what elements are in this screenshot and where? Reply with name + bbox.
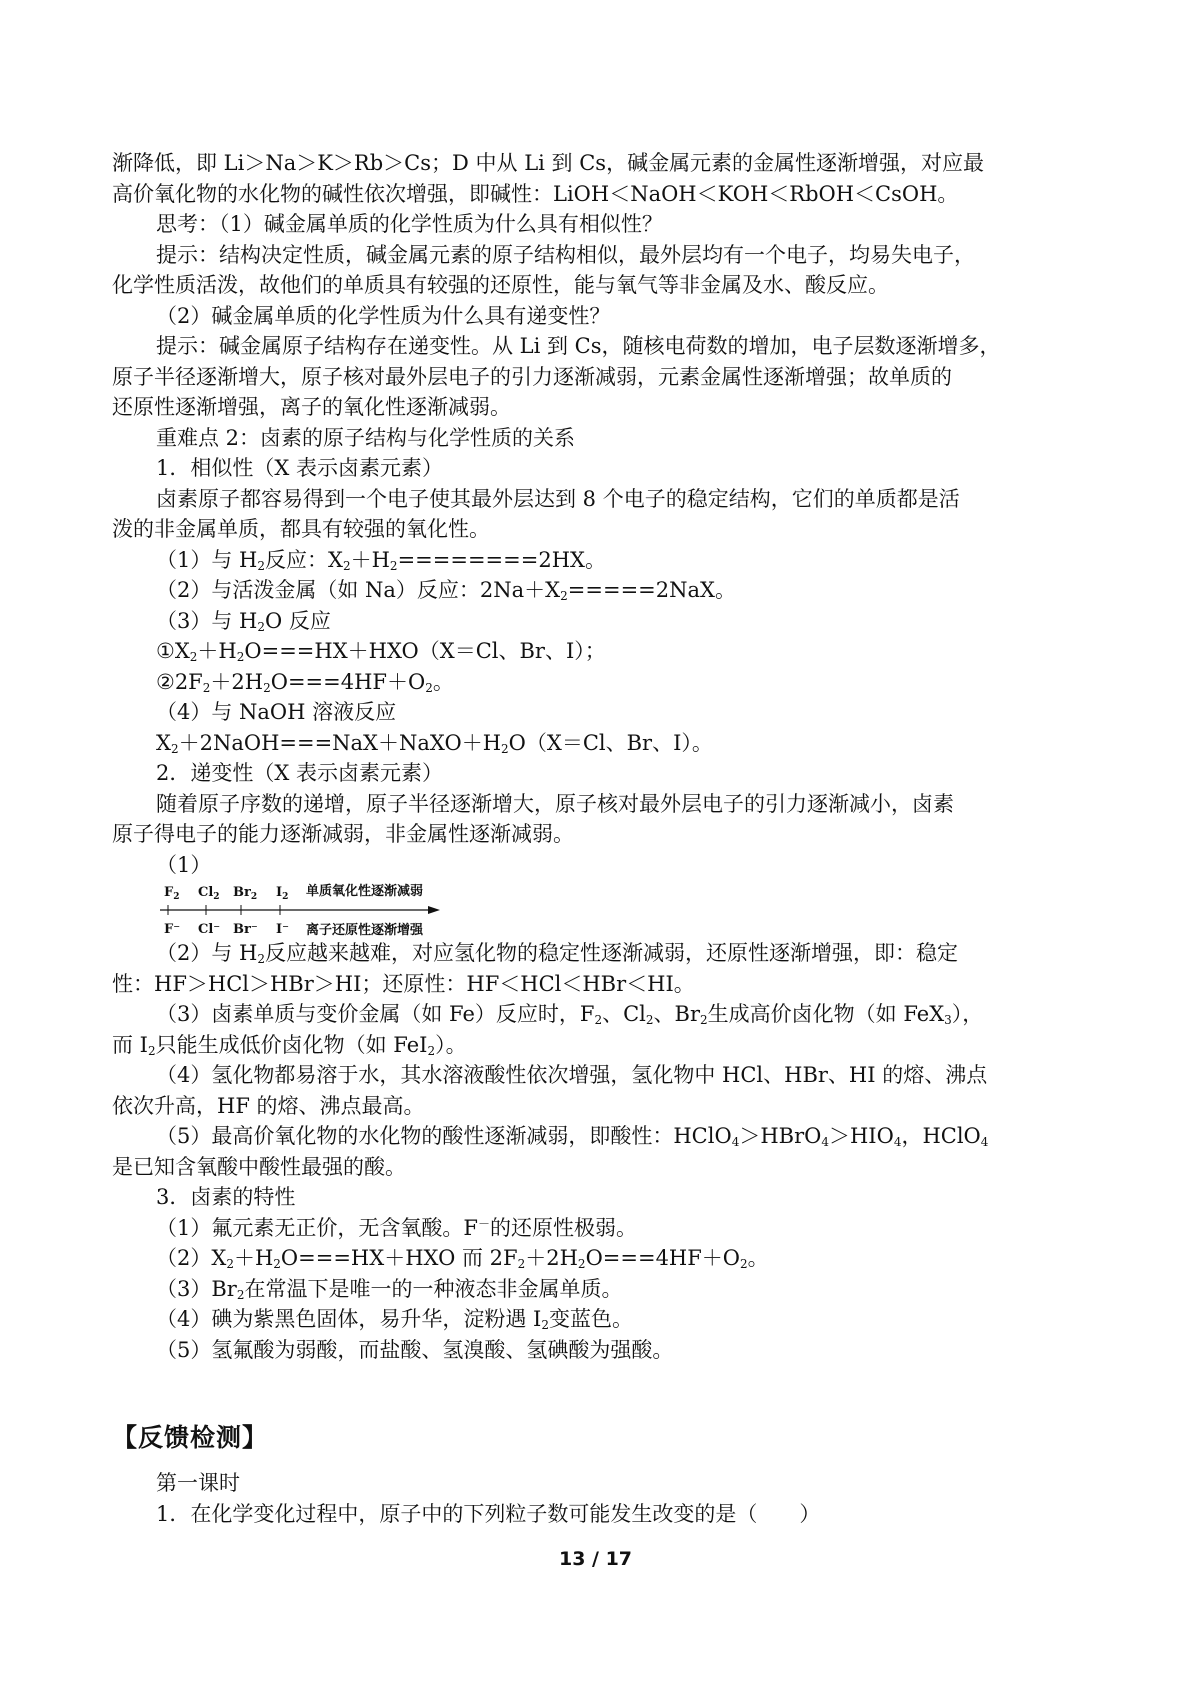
text-line: （5）氢氟酸为弱酸，而盐酸、氢溴酸、氢碘酸为强酸。: [156, 1337, 674, 1362]
text-line: 原子得电子的能力逐渐减弱，非金属性逐渐减弱。: [112, 822, 574, 846]
label-br-ion: Br⁻: [233, 922, 258, 937]
bottom-caption: 离子还原性逐渐增强: [306, 923, 424, 938]
label-i-ion: I⁻: [276, 922, 289, 937]
arrowhead-icon: [428, 906, 440, 914]
text-line: 还原性逐渐增强，离子的氧化性逐渐减弱。: [112, 395, 511, 419]
text-line: （5）最高价氧化物的水化物的酸性逐渐减弱，即酸性：$HClO_4>HBrO_4>HIO_4$，HClO$_4$: [156, 1124, 989, 1149]
reaction-line: （1）与 $H_2$反应：$X_2+H_2========2HX$。: [156, 547, 606, 573]
text-line: （1）氟元素无正价，无含氧酸。F－的还原性极弱。: [156, 1215, 637, 1240]
reaction-line: $X_2+2NaOH===NaX+NaXO+H_2O(X=Cl$、Br、I）。: [156, 730, 713, 756]
text-line: 渐降低，即 Li＞Na＞K＞Rb＞Cs；D 中从 Li 到 Cs，碱金属元素的金属性逐渐增强，对应最: [112, 151, 985, 175]
lesson-label: 第一课时: [156, 1471, 240, 1495]
text-line: （3）卤素单质与变价金属（如 Fe）反应时，$F_2$、$Cl_2$、$Br_2$生成高价卤化物（如 FeX$_3$），: [156, 1002, 984, 1027]
label-cl-ion: Cl⁻: [198, 922, 221, 937]
text-line: 提示：结构决定性质，碱金属元素的原子结构相似，最外层均有一个电子，均易失电子，: [156, 242, 975, 267]
text-line: 重难点 2：卤素的原子结构与化学性质的关系: [156, 425, 576, 450]
text-line: （4）碘为紫黑色固体，易升华，淀粉遇 $I_2$变蓝色。: [156, 1307, 633, 1332]
reaction-line: $①X_2+H_2O===HX+HXO(X=Cl$、Br、I）；: [156, 639, 606, 664]
text-line: 1．相似性（X 表示卤素元素）: [156, 456, 443, 480]
text-line: （4）氢化物都易溶于水，其水溶液酸性依次增强，氢化物中 HCl、HBr、HI 的熔、沸点: [156, 1063, 988, 1087]
body-text: [112, 148, 1087, 1365]
text-line: 高价氧化物的水化物的碱性依次增强，即碱性：LiOH＜NaOH＜KOH＜RbOH＜CsOH。: [112, 181, 959, 206]
exercise-text: [112, 1468, 1087, 1529]
text-line: （2）与 $H_2$反应越来越难，对应氢化物的稳定性逐渐减弱，还原性逐渐增强，即：稳定: [156, 941, 958, 966]
question-1: 1．在化学变化过程中，原子中的下列粒子数可能发生改变的是（ ）: [156, 1501, 821, 1526]
top-caption: 单质氧化性逐渐减弱: [306, 884, 424, 899]
text-line: 化学性质活泼，故他们的单质具有较强的还原性，能与氧气等非金属及水、酸反应。: [112, 273, 889, 297]
label-cl2: $Cl_2$: [198, 885, 220, 902]
text-line: （2）碱金属单质的化学性质为什么具有递变性？: [156, 303, 611, 328]
text-line: $(3)Br_2$在常温下是唯一的一种液态非金属单质。: [156, 1276, 623, 1302]
label-f-ion: F⁻: [164, 922, 181, 937]
text-line: 卤素原子都容易得到一个电子使其最外层达到 8 个电子的稳定结构，它们的单质都是活: [156, 486, 960, 511]
reaction-line: $②2F_2+2H_2O===4HF+O_2$。: [156, 669, 454, 695]
text-line: 依次升高，HF 的熔、沸点最高。: [112, 1093, 425, 1118]
text-line: 随着原子序数的递增，原子半径逐渐增大，原子核对最外层电子的引力逐渐减小，卤素: [156, 791, 954, 816]
text-line: 泼的非金属单质，都具有较强的氧化性。: [112, 517, 490, 541]
text-line: 性：HF＞HCl＞HBr＞HI；还原性：HF＜HCl＜HBr＜HI。: [112, 971, 695, 996]
page-number: 13 / 17: [558, 1548, 633, 1570]
text-line: （1）: [156, 852, 212, 877]
trend-arrow-svg: [156, 880, 556, 938]
text-line: 3．卤素的特性: [156, 1185, 296, 1209]
label-br2: $Br_2$: [233, 885, 258, 902]
text-line: 提示：碱金属原子结构存在递变性。从 Li 到 Cs，随核电荷数的增加，电子层数逐渐增多，: [156, 334, 1001, 358]
text-line: $(2)X_2+H_2O===HX+HXO$ 而 $2F_2+2H_2O===4HF+O_2$。: [156, 1246, 769, 1271]
label-i2: $I_2$: [276, 885, 289, 902]
reaction-line: （4）与 NaOH 溶液反应: [156, 700, 397, 724]
text-line: 原子半径逐渐增大，原子核对最外层电子的引力逐渐减弱，元素金属性逐渐增强；故单质的: [112, 364, 952, 389]
label-f2: $F_2$: [164, 885, 180, 902]
reaction-line: （3）与 $H_2O$ 反应: [156, 608, 331, 634]
halogen-trend-diagram: [156, 880, 1087, 938]
section-title: 【反馈检测】: [112, 1423, 269, 1452]
text-line: 是已知含氧酸中酸性最强的酸。: [112, 1154, 406, 1179]
reaction-line: （2）与活泼金属（如 Na）反应：$2Na+X_2=====2NaX$。: [156, 578, 736, 603]
text-line: 2．递变性（X 表示卤素元素）: [156, 761, 443, 785]
text-line: 思考：（1）碱金属单质的化学性质为什么具有相似性？: [156, 212, 663, 236]
text-line: 而 $I_2$只能生成低价卤化物（如 FeI$_2$）。: [112, 1032, 467, 1058]
